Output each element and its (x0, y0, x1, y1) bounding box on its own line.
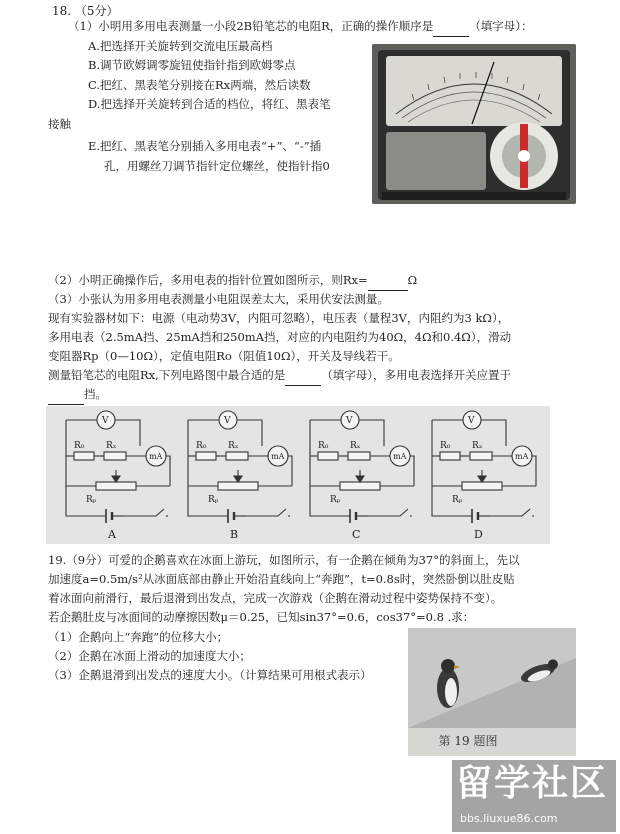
wire-switch (246, 509, 286, 516)
label-r0: R₀ (196, 441, 207, 451)
q19-subquestion-3: （3）企鹅退滑到出发点的速度大小。（计算结果可用根式表示） (48, 668, 372, 682)
label-rx: Rₓ (350, 441, 361, 451)
q18-number: 18. （5分） (52, 4, 119, 18)
wire-switch (368, 509, 408, 516)
voltmeter-label: V (224, 416, 231, 426)
q18-answer-blank-4[interactable] (48, 386, 84, 405)
q18-part1 (68, 18, 533, 37)
q18-option-d-line1: D.把选择开关旋转到合适的档位，将红、黑表笔 (88, 97, 331, 111)
q19-line1: 19.（9分）可爱的企鹅喜欢在冰面上游玩，如图所示，有一企鹅在倾角为37°的斜面上，先以 (48, 553, 520, 567)
q18-question-line1 (48, 367, 511, 386)
rheostat-rp (340, 482, 380, 490)
q18-option-d-line2: 接触 (48, 117, 71, 131)
slider-arrow (356, 476, 364, 482)
circuit-letter-label: D (474, 528, 483, 541)
slider-arrow (478, 476, 486, 482)
q18-question-line2-tail: 挡。 (84, 387, 107, 401)
watermark-url: bbs.liuxue86.com (460, 812, 558, 825)
q19-line3: 着冰面向前滑行，最后退滑到出发点，完成一次游戏（企鹅在滑动过程中姿势保持不变）。 (48, 591, 503, 605)
resistor-rx (226, 452, 248, 460)
label-rx: Rₓ (472, 441, 483, 451)
wire-ma-right (288, 456, 292, 486)
wire-v-right (481, 420, 506, 446)
wire-v-right (359, 420, 384, 446)
circuit-letter-label: C (352, 528, 361, 541)
rheostat-rp (462, 482, 502, 490)
q18-answer-blank-2[interactable] (368, 272, 408, 291)
q19-subquestion-2: （2）企鹅在冰面上滑动的加速度大小； (48, 649, 251, 663)
q18-option-c: C.把红、黑表笔分别接在Rx两端，然后读数 (88, 78, 311, 92)
milliammeter-label: mA (271, 452, 285, 461)
q18-part2-text: （2）小明正确操作后，多用电表的指针位置如图所示，则Rx= (48, 273, 368, 287)
circuit-letter-label: B (230, 528, 239, 541)
q18-equipment-line1: 现有实验器材如下：电源（电动势3V，内阻可忽略），电压表（量程3V，内阻约为3 kΩ）， (48, 311, 510, 325)
label-rp: Rₚ (452, 495, 463, 505)
watermark-title: 留学社区 (456, 763, 609, 804)
multimeter-illustration (372, 44, 576, 204)
wire-v-right (115, 420, 140, 446)
voltmeter-label: V (346, 416, 353, 426)
voltmeter-label: V (468, 416, 475, 426)
wire-v-right (237, 420, 262, 446)
circuit-b (188, 411, 292, 541)
voltmeter-label: V (102, 416, 109, 426)
q18-part2 (48, 272, 417, 291)
q18-part1-text: （1）小明用多用电表测量一小段2B铅笔芯的电阻R，正确的操作顺序是 (68, 19, 434, 33)
q18-answer-blank-3[interactable] (285, 367, 321, 386)
resistor-r0 (74, 452, 94, 460)
q19-line2: 加速度a=0.5m/s²从冰面底部由静止开始沿直线向上“奔跑”，t=0.8s时，突然卧倒以肚皮贴 (48, 572, 515, 586)
q19-line4: 若企鹅肚皮与冰面间的动摩擦因数μ＝0.25，已知sin37°=0.6，cos37°=0.8 .求： (48, 610, 475, 624)
slider-arrow (112, 476, 120, 482)
q18-answer-blank-1[interactable] (433, 18, 469, 37)
slider-arrow (234, 476, 242, 482)
label-rp: Rₚ (208, 495, 219, 505)
circuit-letter-label: A (108, 528, 116, 541)
q18-question-text: 测量铅笔芯的电阻Rx,下列电路图中最合适的是 (48, 368, 286, 382)
q18-part3: （3）小张认为用多用电表测量小电阻误差太大，采用伏安法测量。 (48, 292, 389, 306)
watermark (452, 760, 616, 832)
q18-option-e-line1: E.把红、黑表笔分别插入多用电表“+”、“-”插 (88, 139, 322, 153)
label-rx: Rₓ (106, 441, 117, 451)
label-rx: Rₓ (228, 441, 239, 451)
wire-ma-right (410, 456, 414, 486)
wire-ma-right (166, 456, 170, 486)
rheostat-rp (218, 482, 258, 490)
label-rp: Rₚ (330, 495, 341, 505)
resistor-rx (470, 452, 492, 460)
figure-caption: 第 19 题图 (438, 734, 498, 748)
penguin-figure (408, 628, 576, 756)
q18-question-tail: （填字母），多用电表选择开关应置于 (321, 368, 512, 382)
q18-equipment-line3: 变阻器Rp（0—10Ω），定值电阻Ro（阻值10Ω），开关及导线若干。 (48, 349, 400, 363)
wire-switch (124, 509, 164, 516)
multimeter-photo (372, 44, 576, 204)
q18-part1-tail: （填字母）： (469, 19, 533, 33)
q18-part2-unit: Ω (407, 273, 418, 287)
q18-option-e-line2: 孔，用螺丝刀调节指针定位螺丝，使指针指0 (104, 159, 330, 173)
resistor-rx (348, 452, 370, 460)
q18-option-b: B.调节欧姆调零旋钮使指针指到欧姆零点 (88, 58, 296, 72)
circuit-d (432, 411, 536, 541)
circuit-c (310, 411, 414, 541)
resistor-r0 (318, 452, 338, 460)
rheostat-rp (96, 482, 136, 490)
penguin-illustration (408, 628, 576, 728)
circuit-a (66, 411, 170, 541)
resistor-r0 (196, 452, 216, 460)
label-r0: R₀ (440, 441, 451, 451)
milliammeter-label: mA (393, 452, 407, 461)
label-rp: Rₚ (86, 495, 97, 505)
resistor-r0 (440, 452, 460, 460)
q19-subquestion-1: （1）企鹅向上“奔跑”的位移大小； (48, 630, 229, 644)
wire-switch (490, 509, 530, 516)
q18-option-a: A.把选择开关旋转到交流电压最高档 (88, 39, 273, 53)
label-r0: R₀ (318, 441, 329, 451)
q18-equipment-line2: 多用电表（2.5mA挡、25mA挡和250mA挡，对应的内电阻约为40Ω，4Ω和0.4Ω），滑动 (48, 330, 512, 344)
circuit-diagrams (46, 406, 550, 544)
circuit-diagrams-panel (46, 406, 550, 544)
milliammeter-label: mA (515, 452, 529, 461)
label-r0: R₀ (74, 441, 85, 451)
milliammeter-label: mA (149, 452, 163, 461)
q18-question-line2 (48, 386, 107, 405)
resistor-rx (104, 452, 126, 460)
wire-ma-right (532, 456, 536, 486)
